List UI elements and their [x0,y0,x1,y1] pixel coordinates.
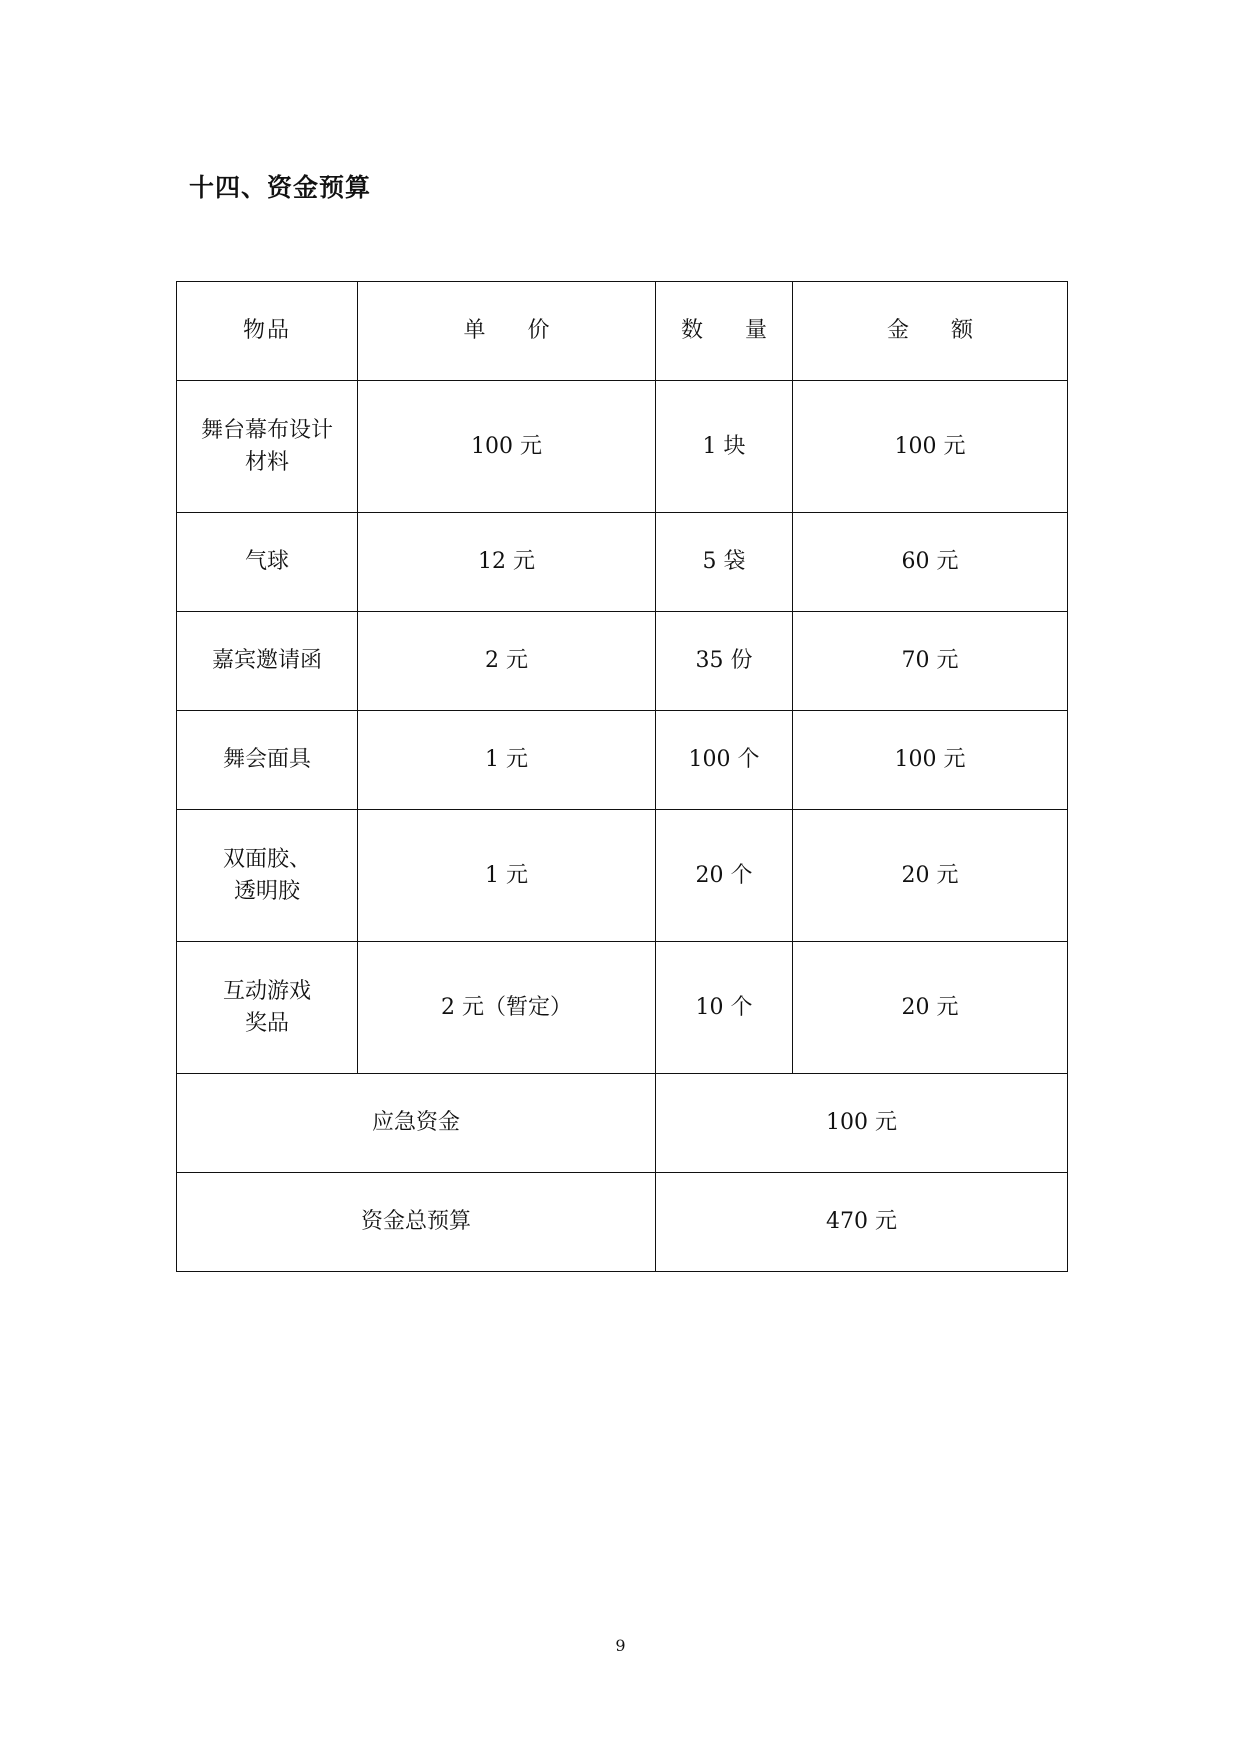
unit-price-cell: 1 元 [358,810,656,942]
item-cell: 互动游戏 奖品 [177,942,358,1074]
table-row [177,513,1068,612]
total-budget-label: 资金总预算 [177,1173,656,1272]
item-cell: 舞会面具 [177,711,358,810]
quantity-cell: 10 个 [656,942,793,1074]
emergency-fund-label: 应急资金 [177,1074,656,1173]
total-budget-value: 470 元 [656,1173,1068,1272]
amount-cell: 70 元 [793,612,1068,711]
emergency-fund-row [177,1074,1068,1173]
header-item: 物品 [177,282,358,381]
item-cell: 双面胶、 透明胶 [177,810,358,942]
amount-cell: 100 元 [793,381,1068,513]
emergency-fund-value: 100 元 [656,1074,1068,1173]
quantity-cell: 20 个 [656,810,793,942]
header-quantity: 数 量 [656,282,793,381]
quantity-cell: 35 份 [656,612,793,711]
table-row [177,381,1068,513]
table-row [177,810,1068,942]
item-cell: 舞台幕布设计 材料 [177,381,358,513]
table-row [177,612,1068,711]
amount-cell: 60 元 [793,513,1068,612]
amount-cell: 20 元 [793,810,1068,942]
budget-table [176,281,1068,1272]
unit-price-cell: 1 元 [358,711,656,810]
unit-price-cell: 2 元（暂定） [358,942,656,1074]
quantity-cell: 5 袋 [656,513,793,612]
header-unit-price: 单 价 [358,282,656,381]
unit-price-cell: 2 元 [358,612,656,711]
item-cell: 气球 [177,513,358,612]
amount-cell: 100 元 [793,711,1068,810]
quantity-cell: 1 块 [656,381,793,513]
quantity-cell: 100 个 [656,711,793,810]
unit-price-cell: 12 元 [358,513,656,612]
page-number: 9 [615,1636,626,1655]
table-header-row [177,282,1068,381]
header-amount: 金 额 [793,282,1068,381]
table-row [177,711,1068,810]
page-title: 十四、资金预算 [189,173,372,202]
total-budget-row [177,1173,1068,1272]
amount-cell: 20 元 [793,942,1068,1074]
table-row [177,942,1068,1074]
item-cell: 嘉宾邀请函 [177,612,358,711]
unit-price-cell: 100 元 [358,381,656,513]
